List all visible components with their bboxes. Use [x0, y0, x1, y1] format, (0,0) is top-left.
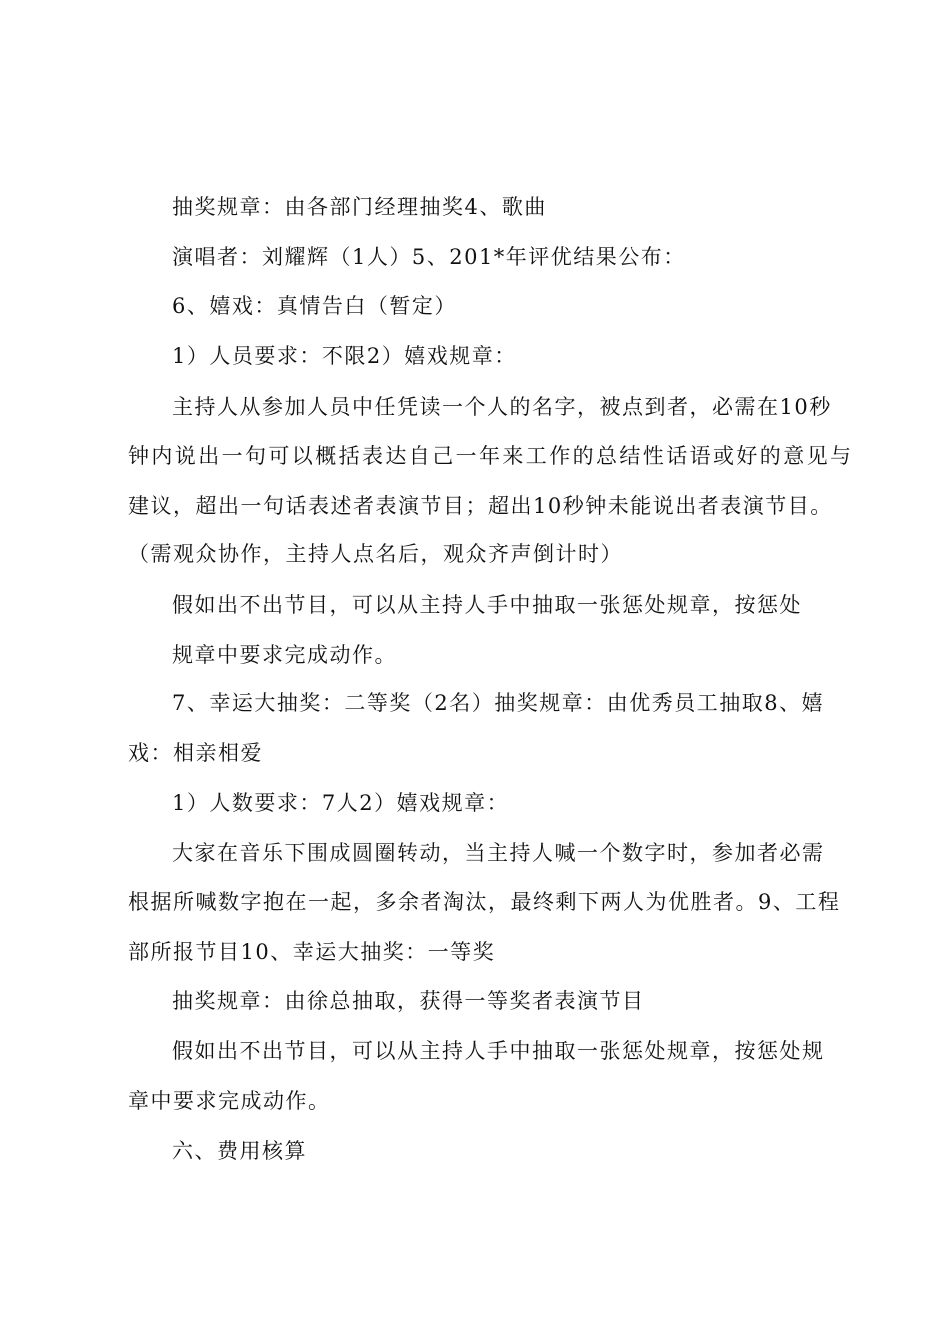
paragraph-line: 1）人员要求：不限2）嬉戏规章：	[172, 344, 517, 368]
section-heading: 六、费用核算	[172, 1139, 307, 1163]
paragraph-line: 演唱者：刘耀辉（1人）5、201*年评优结果公布：	[172, 245, 686, 269]
paragraph-line: 建议，超出一句话表述者表演节目；超出10秒钟未能说出者表演节目。	[128, 494, 833, 518]
paragraph-line: 假如出不出节目，可以从主持人手中抽取一张惩处规章，按惩处规	[172, 1039, 825, 1063]
paragraph-line: 戏：相亲相爱	[128, 741, 263, 765]
paragraph-line: 规章中要求完成动作。	[172, 643, 397, 667]
paragraph-line: 6、嬉戏：真情告白（暂定）	[172, 294, 457, 318]
paragraph-line: （需观众协作，主持人点名后，观众齐声倒计时）	[128, 542, 623, 566]
paragraph-line: 钟内说出一句可以概括表达自己一年来工作的总结性话语或好的意见与	[128, 444, 854, 468]
paragraph-line: 抽奖规章：由徐总抽取，获得一等奖者表演节目	[172, 989, 645, 1013]
paragraph-line: 1）人数要求：7人2）嬉戏规章：	[172, 791, 510, 815]
paragraph-line: 主持人从参加人员中任凭读一个人的名字，被点到者，必需在10秒	[172, 395, 832, 419]
paragraph-line: 大家在音乐下围成圆圈转动，当主持人喊一个数字时，参加者必需	[172, 841, 825, 865]
paragraph-line: 根据所喊数字抱在一起，多余者淘汰，最终剩下两人为优胜者。9、工程	[128, 890, 841, 914]
paragraph-line: 假如出不出节目，可以从主持人手中抽取一张惩处规章，按惩处	[172, 593, 802, 617]
paragraph-line: 章中要求完成动作。	[128, 1089, 331, 1113]
paragraph-line: 抽奖规章：由各部门经理抽奖4、歌曲	[172, 195, 547, 219]
paragraph-line: 7、幸运大抽奖：二等奖（2名）抽奖规章：由优秀员工抽取8、嬉	[172, 691, 825, 715]
paragraph-line: 部所报节目10、幸运大抽奖：一等奖	[128, 940, 496, 964]
